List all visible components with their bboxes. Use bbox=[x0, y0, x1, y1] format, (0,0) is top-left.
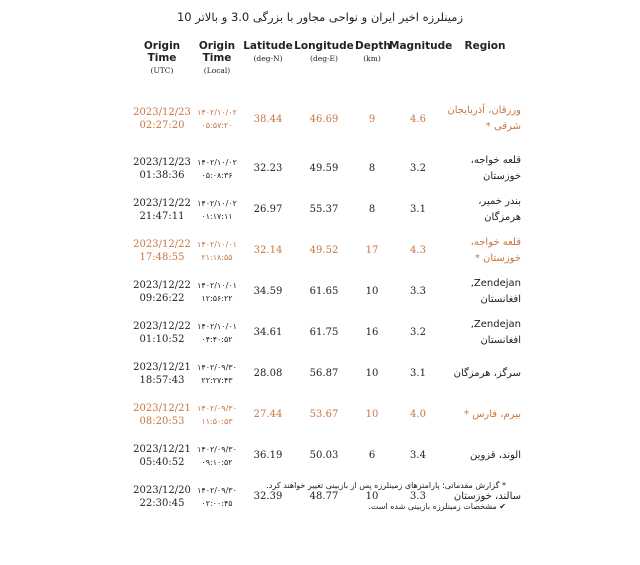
latitude-cell: 26.97 bbox=[253, 204, 283, 215]
reviewed-note: ✔ مشخصات زمینلرزه بازبینی شده است. bbox=[368, 502, 506, 511]
utc-time-cell: 2023/12/22 21:47:11 bbox=[133, 197, 191, 222]
utc-time-cell: 2023/12/20 22:30:45 bbox=[133, 484, 191, 509]
magnitude-cell: 3.3 bbox=[410, 491, 426, 502]
longitude-cell: 56.87 bbox=[309, 368, 339, 379]
latitude-cell: 38.44 bbox=[253, 113, 283, 125]
local-time-cell: ۱۴۰۲/۰۹/۳۰ ۰۹:۱۰:۵۲ bbox=[197, 444, 237, 467]
table-header-row bbox=[133, 40, 523, 90]
latitude-cell: 36.19 bbox=[253, 450, 283, 461]
longitude-cell: 49.52 bbox=[309, 245, 339, 256]
table-row bbox=[133, 90, 523, 148]
page-title: 10 زمینلرزه اخیر ایران و نواحی مجاور با بزرگی 3.0 و بالاتر bbox=[176, 10, 464, 24]
latitude-cell: 34.59 bbox=[253, 286, 283, 297]
magnitude-cell: 3.3 bbox=[410, 286, 426, 297]
magnitude-cell: 4.6 bbox=[410, 113, 426, 125]
utc-time-cell: 2023/12/23 01:38:36 bbox=[133, 156, 191, 181]
local-time-cell: ۱۴۰۲/۱۰/۰۲ ۰۵:۰۸:۳۶ bbox=[197, 157, 237, 180]
header-region: Region bbox=[464, 40, 506, 52]
header-depth: Depth (km) bbox=[355, 40, 391, 63]
local-time-cell: ۱۴۰۲/۱۰/۰۲ ۰۵:۵۷:۲۰ bbox=[197, 108, 237, 130]
longitude-cell: 61.65 bbox=[309, 286, 339, 297]
utc-time-cell: 2023/12/23 02:27:20 bbox=[133, 107, 191, 131]
region-cell: سرگز، هرمزگان bbox=[453, 367, 521, 379]
longitude-cell: 53.67 bbox=[309, 409, 339, 420]
local-time-cell: ۱۴۰۲/۰۹/۳۰ ۱۱:۵۰:۵۳ bbox=[197, 403, 237, 426]
magnitude-cell: 4.0 bbox=[410, 409, 426, 420]
region-cell: Zendejan, افغانستان bbox=[470, 318, 521, 346]
region-cell: قلعه خواجه، خوزستان * bbox=[470, 236, 521, 264]
utc-time-cell: 2023/12/21 18:57:43 bbox=[133, 361, 191, 386]
magnitude-cell: 4.3 bbox=[410, 245, 426, 256]
longitude-cell: 61.75 bbox=[309, 327, 339, 338]
header-origin-time-local: Origin Time (Local) bbox=[198, 40, 236, 75]
latitude-cell: 27.44 bbox=[253, 409, 283, 420]
region-cell: قلعه خواجه، خوزستان bbox=[470, 154, 521, 182]
longitude-cell: 50.03 bbox=[309, 450, 339, 461]
header-latitude: Latitude (deg-N) bbox=[243, 40, 293, 63]
table-row bbox=[133, 271, 523, 312]
table-row bbox=[133, 189, 523, 230]
depth-cell: 10 bbox=[365, 286, 379, 297]
region-cell: سالند، خوزستان bbox=[453, 490, 521, 502]
magnitude-cell: 3.1 bbox=[410, 204, 426, 215]
local-time-cell: ۱۴۰۲/۰۹/۳۰ ۰۲:۰۰:۴۵ bbox=[197, 485, 237, 508]
table-row bbox=[133, 230, 523, 271]
local-time-cell: ۱۴۰۲/۱۰/۰۲ ۰۱:۱۷:۱۱ bbox=[197, 198, 237, 221]
local-time-cell: ۱۴۰۲/۱۰/۰۱ ۲۱:۱۸:۵۵ bbox=[197, 239, 237, 262]
table-row bbox=[133, 312, 523, 353]
header-longitude: Longitude (deg-E) bbox=[294, 40, 354, 63]
table-row bbox=[133, 148, 523, 189]
magnitude-cell: 3.4 bbox=[410, 450, 426, 461]
magnitude-cell: 3.2 bbox=[410, 163, 426, 174]
depth-cell: 17 bbox=[365, 245, 379, 256]
depth-cell: 16 bbox=[365, 327, 379, 338]
longitude-cell: 46.69 bbox=[309, 113, 339, 125]
latitude-cell: 34.61 bbox=[253, 327, 283, 338]
latitude-cell: 32.39 bbox=[253, 491, 283, 502]
header-origin-time-utc: Origin Time (UTC) bbox=[143, 40, 181, 75]
latitude-cell: 28.08 bbox=[253, 368, 283, 379]
preliminary-note: * گزارش مقدماتی؛ پارامترهای زمینلرزه پس از بازبینی تغییر خواهند کرد. bbox=[266, 481, 506, 490]
earthquake-table bbox=[133, 40, 523, 517]
magnitude-cell: 3.2 bbox=[410, 327, 426, 338]
depth-cell: 8 bbox=[368, 163, 376, 174]
local-time-cell: ۱۴۰۲/۱۰/۰۱ ۱۲:۵۶:۲۲ bbox=[197, 280, 237, 303]
utc-time-cell: 2023/12/22 09:26:22 bbox=[133, 279, 191, 304]
local-time-cell: ۱۴۰۲/۱۰/۰۱ ۰۴:۴۰:۵۲ bbox=[197, 321, 237, 344]
longitude-cell: 55.37 bbox=[309, 204, 339, 215]
latitude-cell: 32.14 bbox=[253, 245, 283, 256]
magnitude-cell: 3.1 bbox=[410, 368, 426, 379]
longitude-cell: 49.59 bbox=[309, 163, 339, 174]
longitude-cell: 48.77 bbox=[309, 491, 339, 502]
depth-cell: 10 bbox=[365, 368, 379, 379]
utc-time-cell: 2023/12/22 01:10:52 bbox=[133, 320, 191, 345]
region-cell: الوند، قزوین bbox=[470, 449, 521, 461]
depth-cell: 8 bbox=[368, 204, 376, 215]
local-time-cell: ۱۴۰۲/۰۹/۳۰ ۲۲:۲۷:۴۳ bbox=[197, 362, 237, 385]
region-cell: بیرم، فارس * bbox=[464, 408, 521, 420]
table-row bbox=[133, 435, 523, 476]
region-cell: ورزقان، آذربایجان شرقی * bbox=[447, 105, 521, 132]
table-row bbox=[133, 394, 523, 435]
region-cell: بندر خمیر، هرمزگان bbox=[478, 195, 521, 223]
depth-cell: 9 bbox=[368, 113, 376, 125]
utc-time-cell: 2023/12/21 08:20:53 bbox=[133, 402, 191, 427]
region-cell: Zendejan, افغانستان bbox=[470, 277, 521, 305]
header-magnitude: Magnitude bbox=[389, 40, 453, 52]
depth-cell: 6 bbox=[368, 450, 376, 461]
utc-time-cell: 2023/12/22 17:48:55 bbox=[133, 238, 191, 263]
depth-cell: 10 bbox=[365, 491, 379, 502]
utc-time-cell: 2023/12/21 05:40:52 bbox=[133, 443, 191, 468]
depth-cell: 10 bbox=[365, 409, 379, 420]
latitude-cell: 32.23 bbox=[253, 163, 283, 174]
table-row bbox=[133, 353, 523, 394]
